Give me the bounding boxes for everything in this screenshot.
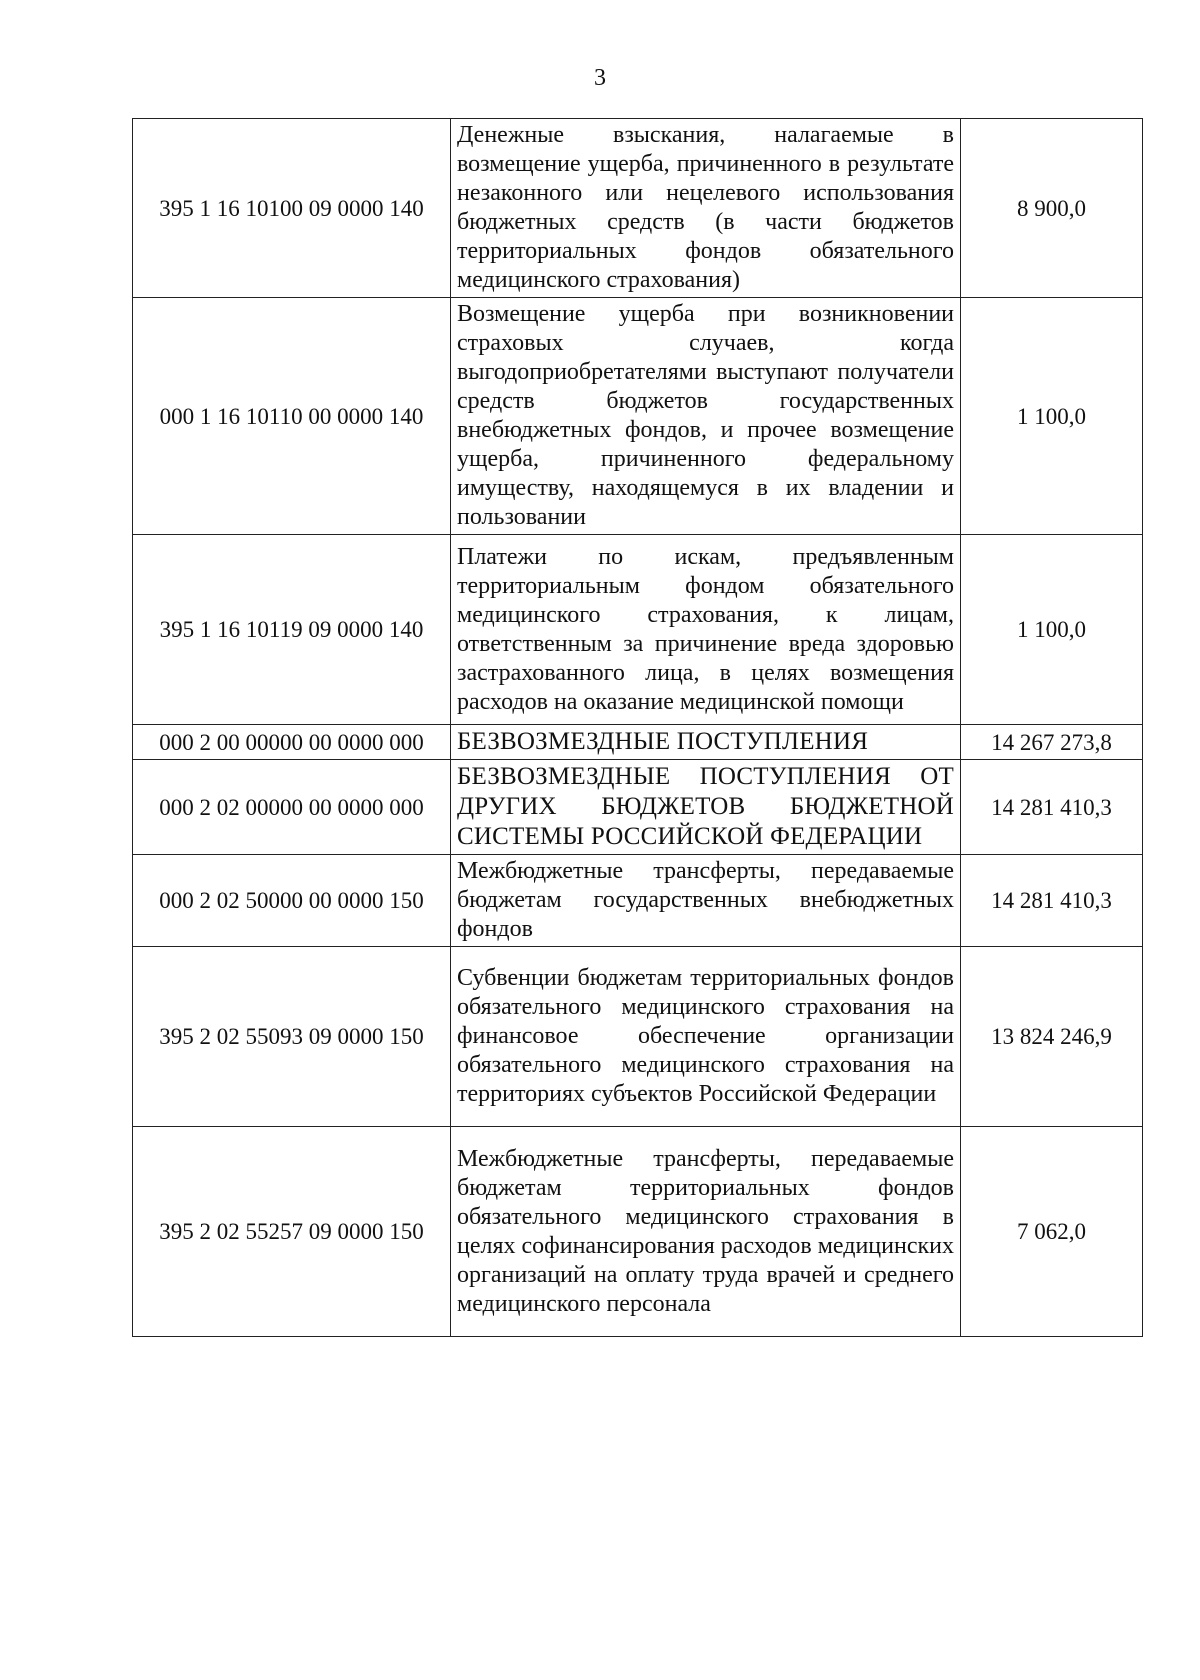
amount: 1 100,0 — [961, 535, 1143, 725]
budget-code: 395 2 02 55093 09 0000 150 — [133, 947, 451, 1127]
amount: 14 281 410,3 — [961, 760, 1143, 855]
budget-code: 000 2 02 50000 00 0000 150 — [133, 855, 451, 947]
budget-code: 000 2 00 00000 00 0000 000 — [133, 725, 451, 760]
revenue-name: Денежные взыскания, налагаемые в возмещение ущерба, причиненного в результате незаконного или нецелевого использования бюджетных средств (в части бюджетов территориальных фондов обязательного медицинского страхования) — [451, 119, 961, 298]
revenue-name: Возмещение ущерба при возникновении страховых случаев, когда выгодоприобретателями выступают получатели средств бюджетов государственных внебюджетных фондов, и прочее возмещение ущерба, причиненного федеральному имуществу, находящемуся в их владении и пользовании — [451, 298, 961, 535]
table-row — [133, 298, 1143, 535]
budget-code: 395 2 02 55257 09 0000 150 — [133, 1127, 451, 1337]
revenue-name: БЕЗВОЗМЕЗДНЫЕ ПОСТУПЛЕНИЯ ОТ ДРУГИХ БЮДЖЕТОВ БЮДЖЕТНОЙ СИСТЕМЫ РОССИЙСКОЙ ФЕДЕРАЦИИ — [451, 760, 961, 855]
amount: 13 824 246,9 — [961, 947, 1143, 1127]
budget-code: 000 1 16 10110 00 0000 140 — [133, 298, 451, 535]
amount: 1 100,0 — [961, 298, 1143, 535]
table-row — [133, 725, 1143, 760]
budget-code: 395 1 16 10100 09 0000 140 — [133, 119, 451, 298]
amount: 7 062,0 — [961, 1127, 1143, 1337]
table-row — [133, 119, 1143, 298]
revenue-name: Субвенции бюджетам территориальных фондов обязательного медицинского страхования на финансовое обеспечение организации обязательного медицинского страхования на территориях субъектов Российской Федерации — [451, 947, 961, 1127]
amount: 14 267 273,8 — [961, 725, 1143, 760]
table-row — [133, 760, 1143, 855]
amount: 8 900,0 — [961, 119, 1143, 298]
budget-code: 000 2 02 00000 00 0000 000 — [133, 760, 451, 855]
table-row — [133, 855, 1143, 947]
table-row — [133, 947, 1143, 1127]
budget-code: 395 1 16 10119 09 0000 140 — [133, 535, 451, 725]
amount: 14 281 410,3 — [961, 855, 1143, 947]
revenue-name: БЕЗВОЗМЕЗДНЫЕ ПОСТУПЛЕНИЯ — [451, 725, 961, 760]
table-row — [133, 535, 1143, 725]
revenue-name: Межбюджетные трансферты, передаваемые бюджетам государственных внебюджетных фондов — [451, 855, 961, 947]
revenue-name: Платежи по искам, предъявленным территориальным фондом обязательного медицинского страхования, к лицам, ответственным за причинение вреда здоровью застрахованного лица, в целях возмещения расходов на оказание медицинской помощи — [451, 535, 961, 725]
table-row — [133, 1127, 1143, 1337]
page-number: 3 — [594, 65, 606, 91]
revenue-name: Межбюджетные трансферты, передаваемые бюджетам территориальных фондов обязательного медицинского страхования в целях софинансирования расходов медицинских организаций на оплату труда врачей и среднего медицинского персонала — [451, 1127, 961, 1337]
revenue-table — [132, 118, 1143, 1337]
